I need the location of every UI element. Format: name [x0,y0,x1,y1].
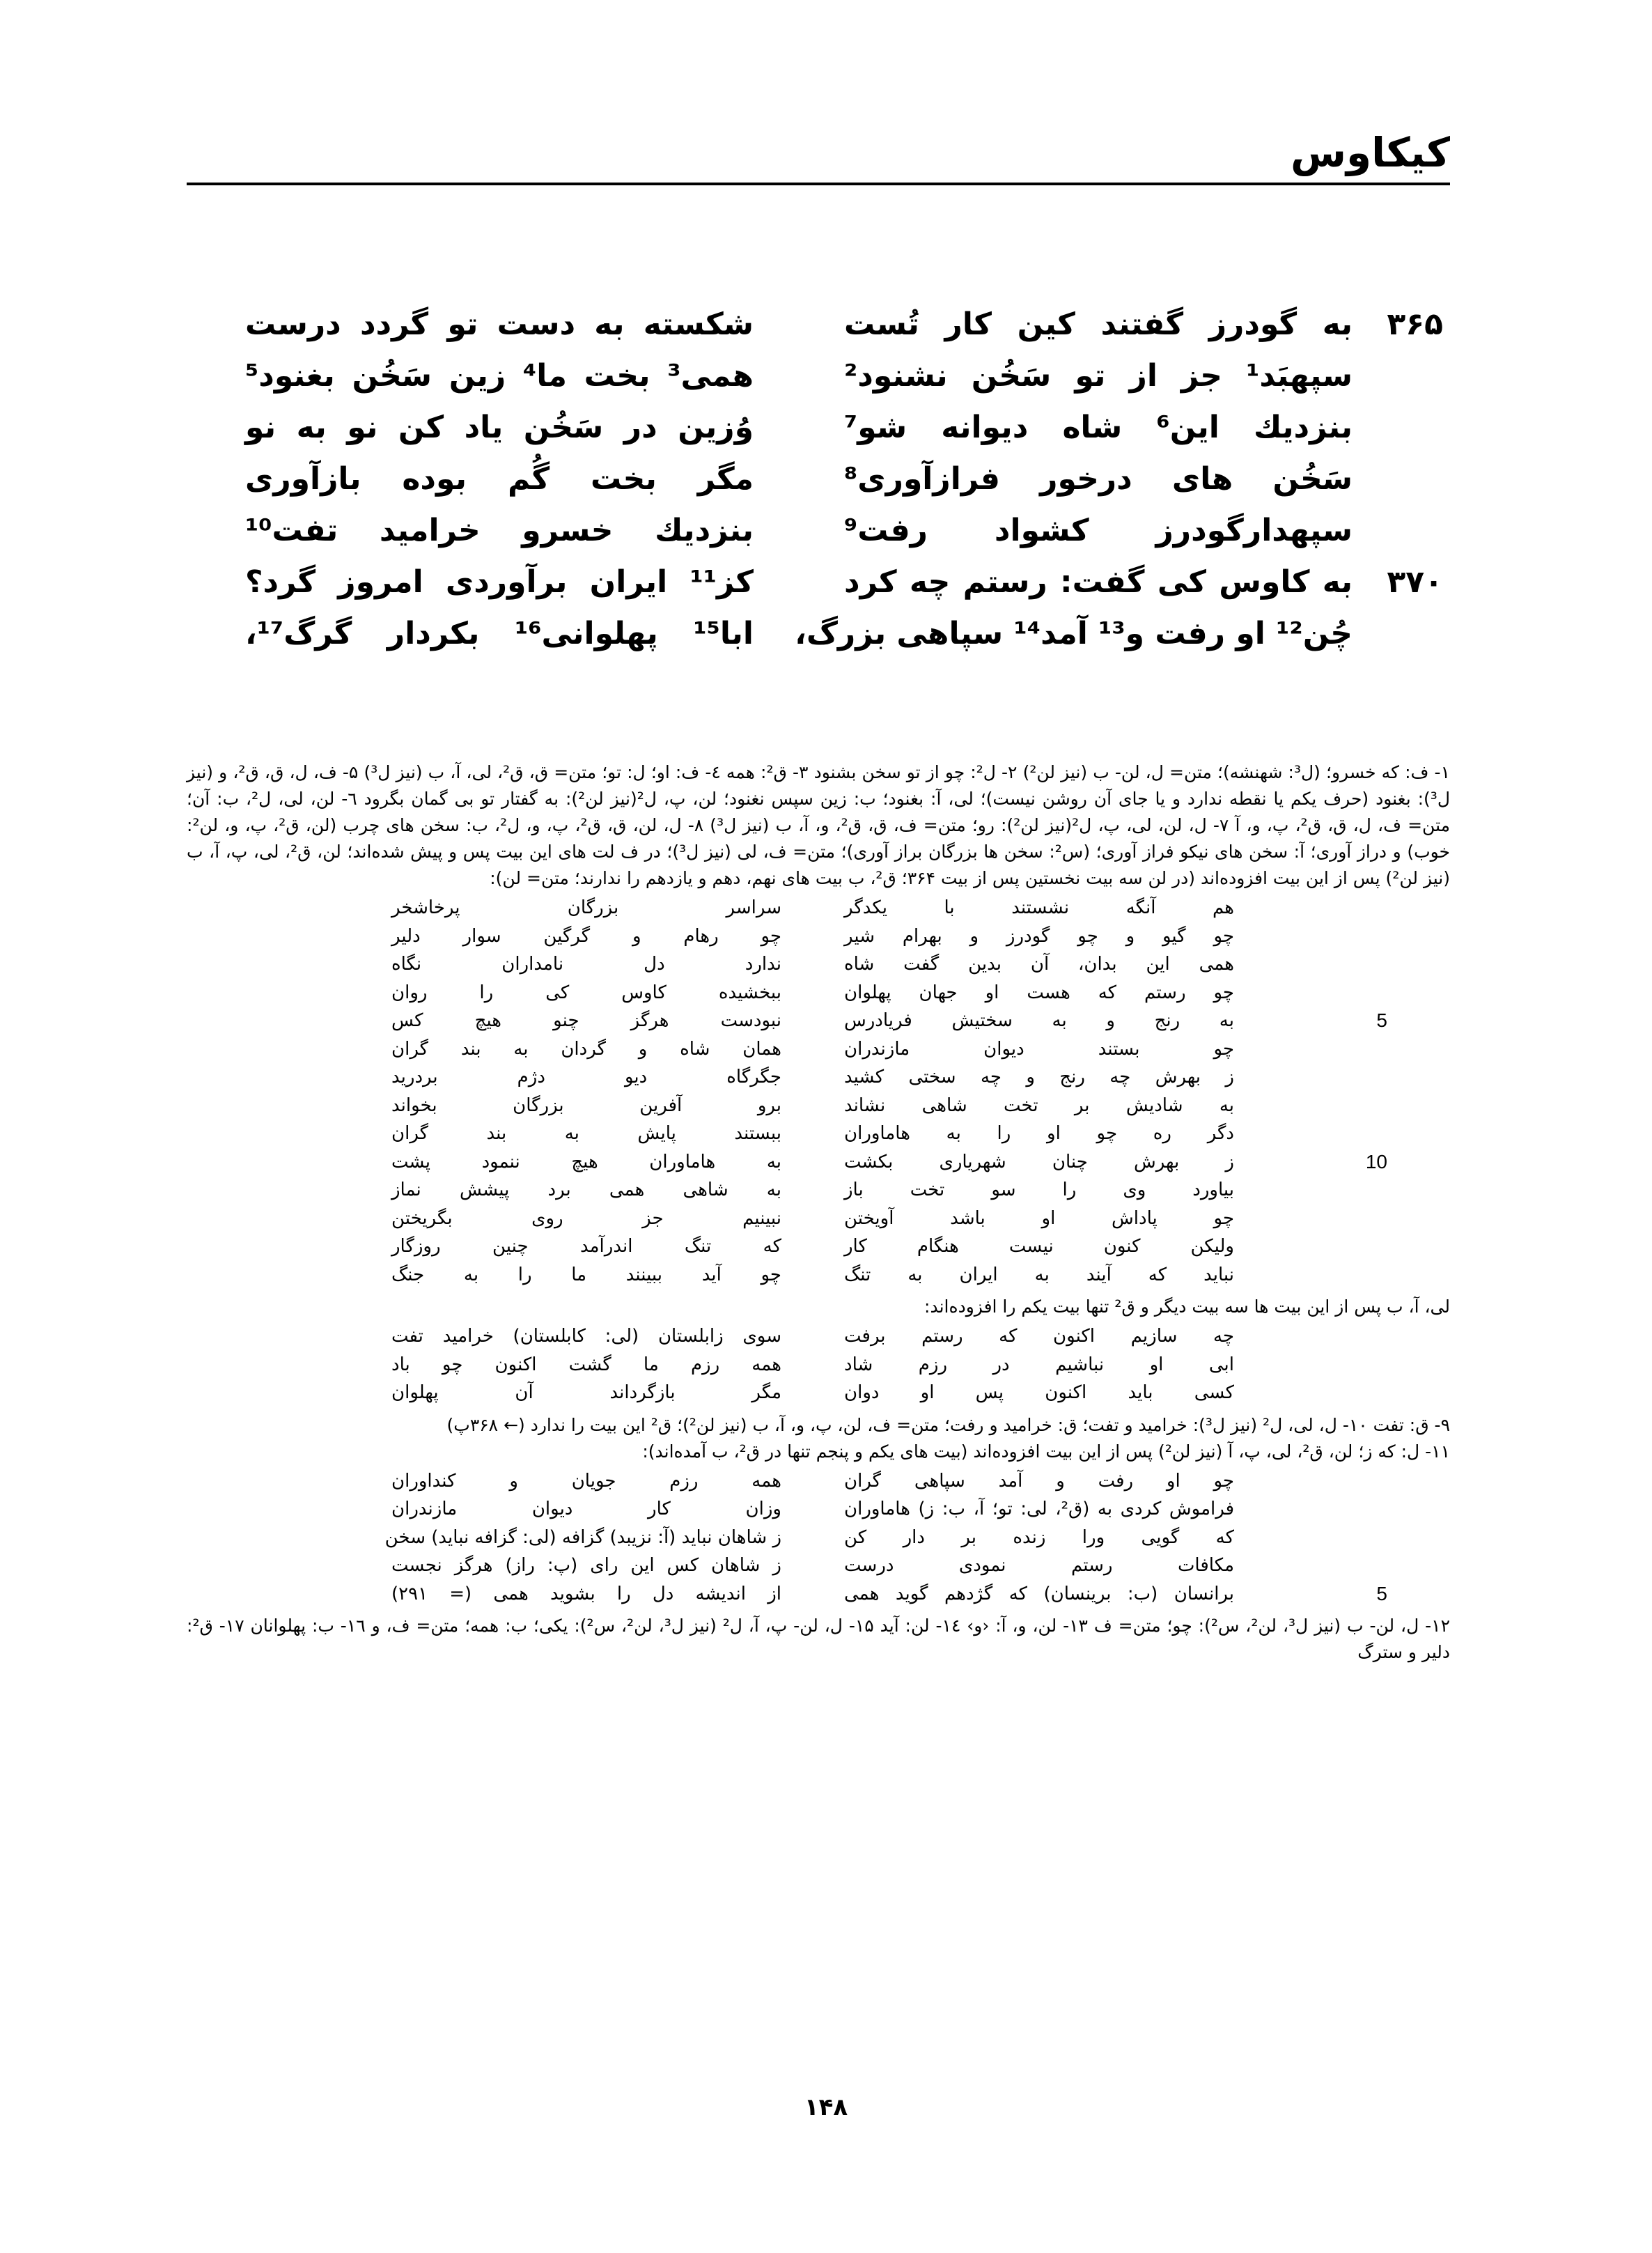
verse-number: ۳۷۰ [1387,564,1443,600]
running-header-title: کیکاوس [1291,129,1450,176]
verse-366 [189,358,1443,410]
main-poem [189,307,1443,667]
footnote-11: ۱۱- ل: که ز؛ لن، ق²، لی، پ، آ (نیز لن²) پس از این بیت افزوده‌اند (بیت های یکم و پنجم تنها در ق²، ب آمده‌اند): [642,1441,1450,1462]
verse-367 [189,410,1443,461]
hemistich-first: به گودرز گفتند کین کار تُست [844,307,1353,342]
hemistich-second: شکسته به دست تو گردد درست [245,307,754,342]
added-verse: نباید که آیند به ایران به تنگ چو آید ببینند ما را به جنگ [391,1264,1234,1285]
page-number: ۱۴۸ [804,2093,848,2121]
added-verse: بیاورد وی را سو تخت باز به شاهی همی برد پیشش نماز [391,1179,1234,1200]
added-verse: مکافات رستم نمودی درست ز شاهان کس این رای (پ: راز) هرگز نجست [391,1555,1234,1576]
added-verse: همی این بدان، آن بدین گفت شاه ندارد دل نامداران نگاه [391,954,1234,975]
added-verse: 5 به رنج و به سختیش فریادرس نبودست هرگز چنو هیچ کس [187,1007,1450,1036]
added-verses-block-2 [187,1323,1450,1408]
added-verse: چو پاداش او باشد آویختن نبینیم جز روی بگریختن [391,1207,1234,1229]
added-verse: چو او رفت و آمد سپاهی گران همه رزم جویان و کنداوران [391,1470,1234,1492]
verse-369 [189,513,1443,564]
added-verse: دگر ره چو او را به هاماوران ببستند پایش به بند گران [391,1123,1234,1144]
added-verse: کسی باید اکنون پس او دوان مگر بازگرداند آن پهلوان [391,1382,1234,1403]
added-verse: ز بهرش چه رنج و چه سختی کشید جگرگاه دیو دژم بردرید [391,1067,1234,1087]
added-verse: هم آنگه نشستند با یکدگر سراسر بزرگان پرخاشخر [391,897,1234,918]
added-verses-block-3 [187,1468,1450,1609]
verse-number: ۳۶۵ [1387,307,1443,342]
added-verse: چه سازیم اکنون که رستم برفت سوی زابلستان (لی: کابلستان) خرامید تفت [391,1326,1234,1347]
added-verse: 10 ز بهرش چنان شهریاری بکشت به هاماوران هیچ ننمود پشت [187,1149,1450,1177]
line-count-marker: 5 [1376,1009,1387,1031]
verse-368 [189,461,1443,513]
added-verse: چو رستم که هست او جهان پهلوان ببخشیده کاوس کی را روان [391,982,1234,1003]
hemistich-second: وُزین در سَخُن یاد کن نو به نو [245,410,754,445]
hemistich-first: سپهبَد¹ جز از تو سَخُن نشنود² [844,358,1353,394]
footnotes-1-8: ۱- ف: که خسرو؛ (ل³: شهنشه)؛ متن= ل، لن- ب (نیز لن²) ۲- ل²: چو از تو سخن بشنود ۳- ق²: همه ٤- ف: او؛ ل: تو؛ متن= ق، ق²، لی، آ، ب (نیز ل³) ۵- ف، ل، ق، ق²، و (نیز ل³): بغنود (حرف یکم یا نقطه ندارد و یا جای آن روشن نیست)؛ لی، آ: بغنود؛ ب: زین سپس نغنود؛ لن، پ، ل²(نیز لن²): به گفتار تو بی گمان بگرود ٦- لن، لی، ل²، ب: آن؛ متن= ف، ل، ق، ق²، پ، و، آ ۷- ل، لن، لی، پ، ل²(نیز لن²): رو؛ متن= ف، ق، ق²، و، آ، ب (نیز ل³) ۸- ل، لن، ق، ق²، پ، و، ل²، ب: سخن های چرب (لن، ق²، پ، و، لن²: خوب) و دراز آوری؛ آ: سخن های نیکو فراز آوری؛ (س²: سخن ها بزرگان براز آوری)؛ متن= ف، لی (نیز ل³)؛ در ف لت های این بیت پس و پیش شده‌اند؛ لن، ق²، لی، پ، آ، ب (نیز لن²) پس از این بیت افزوده‌اند (در لن سه بیت نخستین پس از بیت ۳۶۴؛ ق²، ب بیت های نهم، دهم و یازدهم را ندارند؛ متن= لن): [187,762,1451,888]
footnotes-12-17: ۱۲- ل، لن- ب (نیز ل³، لن²، س²): چو؛ متن= ف ۱۳- لن، و، آ: ‹و› ١٤- لن: آید ۱۵- ل، لن- پ، آ، ل² (نیز ل³، لن²، س²): یکی؛ ب: همه؛ متن= ف، و ١٦- ب: پهلوانان ۱۷- ق²: دلیر و سترگ [187,1616,1451,1662]
hemistich-second: همی³ بخت ما⁴ زین سَخُن بغنود⁵ [245,358,754,394]
footnotes-9-10: ۹- ق: تفت ۱۰- ل، لی، ل² (نیز ل³): خرامید و تفت؛ ق: خرامید و رفت؛ متن= ف، لن، پ، و، آ، ب (نیز لن²)؛ ق² این بیت را ندارد (← ۳۶۸پ) [446,1414,1450,1435]
hemistich-first: سَخُن های درخور فرازآوری⁸ [844,461,1353,497]
header-rule [187,183,1450,185]
added-verse: ابی او نباشیم در رزم شاد همه رزم ما گشت اکنون چو باد [391,1354,1234,1375]
added-verse: 5 برانسان (ب: برینسان) که گژدهم گوید همی از اندیشه دل را بشوید همی (= ۲۹۱) [187,1581,1450,1609]
added-verses-block-1 [187,895,1450,1290]
hemistich-second: ابا¹⁵ پهلوانی¹⁶ بکردار گرگ¹⁷، [245,616,754,651]
added-verse: چو گیو و چو گودرز و بهرام شیر چو رهام و گرگین سوار دلیر [391,925,1234,947]
added-verse: به شادیش بر تخت شاهی نشاند برو آفرین بزرگان بخواند [391,1094,1234,1116]
added-verse: ولیکن کنون نیست هنگام کار که تنگ اندرآمد چنین روزگار [391,1236,1234,1257]
hemistich-first: چُن¹² او رفت و¹³ آمد¹⁴ سپاهی بزرگ، [795,616,1353,651]
verse-370 [189,564,1443,616]
line-count-marker: 10 [1365,1150,1387,1172]
footnote-addition-intro: لی، آ، ب پس از این بیت ها سه بیت دیگر و ق² تنها بیت یکم را افزوده‌اند: [924,1296,1450,1317]
line-count-marker: 5 [1376,1582,1387,1604]
hemistich-first: سپهدارگودرز کشواد رفت⁹ [844,513,1353,548]
hemistich-second: مگر بخت گُم بوده بازآوری [245,461,754,497]
verse-365 [189,307,1443,358]
verse-371 [189,616,1443,667]
hemistich-second: کز¹¹ ایران برآوردی امروز گرد؟ [245,564,754,600]
added-verse: فراموش کردی به (ق²، لی: تو؛ آ، ب: ز) هاماوران وزان کار دیوان مازندران [391,1499,1234,1519]
hemistich-second: بنزدیك خسرو خرامید تفت¹⁰ [245,513,754,548]
added-verse: چو بستند دیوان مازندران همان شاه و گردان به بند گران [391,1038,1234,1060]
hemistich-first: بنزدیك این⁶ شاه دیوانه شو⁷ [844,410,1353,445]
added-verse: که گویی ورا زنده بر دار کن ز شاهان نباید (آ: نزیبد) گزافه (لی: گزافه نباید) سخن [384,1526,1234,1548]
critical-apparatus [187,759,1450,1666]
hemistich-first: به کاوس کی گفت: رستم چه کرد [844,564,1353,600]
